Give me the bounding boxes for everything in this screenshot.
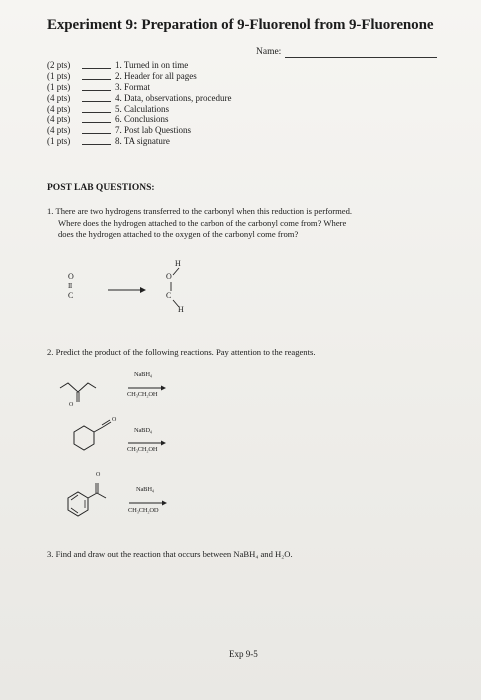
rubric-points: (1 pts) xyxy=(47,70,71,81)
carbonyl-o-label: O xyxy=(112,417,117,423)
rubric-blank xyxy=(82,144,111,145)
reaction-arrow-icon xyxy=(108,286,148,294)
carbonyl-o-label: O xyxy=(68,272,74,281)
question-1-line: does the hydrogen attached to the oxygen of the carbonyl come from? xyxy=(58,229,299,239)
rubric-points: (4 pts) xyxy=(47,103,71,114)
carbonyl-double-bond: II xyxy=(68,282,72,290)
rubric-points: (1 pts) xyxy=(47,136,71,147)
carbonyl-o-label: O xyxy=(69,402,74,408)
carbonyl-c-label: C xyxy=(68,291,74,300)
ketone-structure-1 xyxy=(56,380,116,410)
reaction-arrow-icon xyxy=(129,500,169,506)
carbonyl-o-label: O xyxy=(96,472,101,478)
rubric-blank xyxy=(82,112,111,113)
rubric-points: (2 pts) xyxy=(47,60,71,70)
rubric-item: 5. Calculations xyxy=(115,103,169,114)
alcohol-o-label: O xyxy=(166,272,172,281)
reagent-bottom: CH₃CH₂OH xyxy=(127,446,158,453)
rubric-item: 1. Turned in on time xyxy=(115,60,189,70)
rubric-points: (4 pts) xyxy=(47,92,71,103)
rubric-blank xyxy=(82,101,111,102)
ketone-structure-3 xyxy=(62,478,122,522)
alcohol-c-label: C xyxy=(166,291,172,300)
page-footer: Exp 9-5 xyxy=(229,649,258,659)
name-field-line xyxy=(285,57,437,58)
hydrogen-top-label: H xyxy=(175,259,181,268)
page-title: Experiment 9: Preparation of 9-Fluorenol from 9-Fluorenone xyxy=(47,17,434,33)
rubric-item: 8. TA signature xyxy=(115,136,170,147)
question-2: 2. Predict the product of the following reactions. Pay attention to the reagents. xyxy=(47,347,316,357)
rubric-item: 2. Header for all pages xyxy=(115,70,197,81)
rubric-points: (1 pts) xyxy=(47,81,71,92)
reagent-top: NaBH₄ xyxy=(136,486,154,493)
ketone-structure-2 xyxy=(66,418,126,458)
rubric-item: 4. Data, observations, procedure xyxy=(115,92,232,103)
question-1-line: Where does the hydrogen attached to the carbon of the carbonyl come from? Where xyxy=(58,217,347,228)
rubric-blank xyxy=(82,68,111,69)
o-h-bond xyxy=(171,266,181,276)
rubric-points: (4 pts) xyxy=(47,125,71,136)
rubric-blank xyxy=(82,122,111,123)
rubric-item: 3. Format xyxy=(115,81,150,92)
hydrogen-bottom-label: H xyxy=(178,305,184,314)
reagent-top: NaBD₄ xyxy=(134,427,152,434)
reagent-top: NaBH₄ xyxy=(134,371,152,378)
name-label: Name: xyxy=(256,47,282,57)
question-1 xyxy=(47,206,447,241)
post-lab-heading: POST LAB QUESTIONS: xyxy=(47,183,155,193)
rubric-blank xyxy=(82,90,111,91)
rubric-blank xyxy=(82,79,111,80)
rubric-points: (4 pts) xyxy=(47,114,71,125)
rubric-item: 6. Conclusions xyxy=(115,114,169,125)
question-1-line: 1. There are two hydrogens transferred to the carbonyl when this reduction is performed. xyxy=(47,206,353,216)
question-3: 3. Find and draw out the reaction that occurs between NaBH₄ and H₂O. xyxy=(47,549,293,559)
reagent-bottom: CH₃CH₂OH xyxy=(127,391,158,398)
rubric-blank xyxy=(82,133,111,134)
reagent-bottom: CH₃CH₂OD xyxy=(128,507,159,514)
rubric-item: 7. Post lab Questions xyxy=(115,125,192,136)
